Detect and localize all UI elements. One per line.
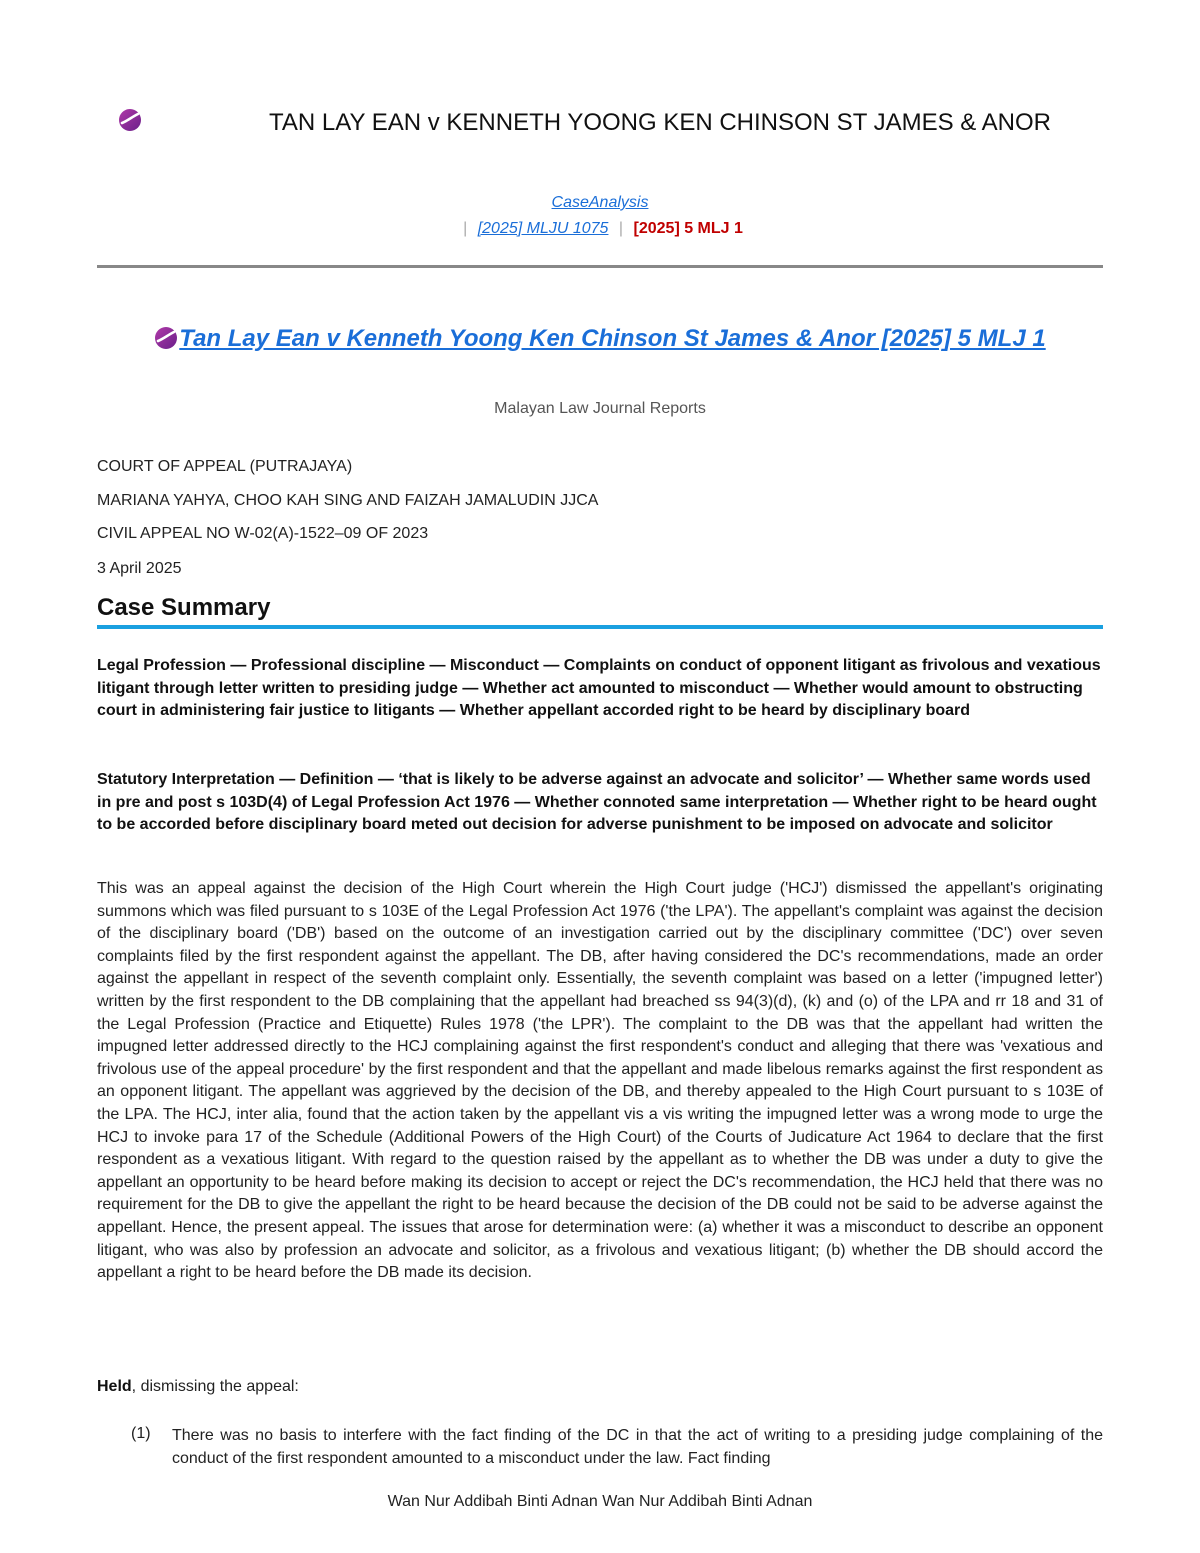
citation-separator: | bbox=[618, 220, 624, 237]
citation-bar bbox=[0, 219, 1200, 239]
lexis-logo-icon bbox=[154, 326, 178, 350]
held-label: Held bbox=[97, 1378, 132, 1395]
judges: MARIANA YAHYA, CHOO KAH SING AND FAIZAH JAMALUDIN JJCA bbox=[97, 492, 599, 509]
report-name: Malayan Law Journal Reports bbox=[494, 400, 706, 417]
document-header-title: TAN LAY EAN v KENNETH YOONG KEN CHINSON ST JAMES & ANOR bbox=[269, 109, 1051, 136]
case-title-block bbox=[140, 322, 1060, 356]
held-rest: , dismissing the appeal: bbox=[131, 1378, 299, 1395]
page-footer: Wan Nur Addibah Binti Adnan Wan Nur Addibah Binti Adnan bbox=[387, 1493, 813, 1510]
mlj-citation: [2025] 5 MLJ 1 bbox=[633, 220, 743, 237]
appeal-number: CIVIL APPEAL NO W-02(A)-1522–09 OF 2023 bbox=[97, 525, 429, 542]
lexis-logo-icon bbox=[118, 108, 142, 132]
catchword-paragraph: Statutory Interpretation — Definition — ‘that is likely to be adverse against an advocate and solicitor’ — Whether same words used in pre and post s 103D(4) of Legal Profession Act 1976 — Whether connoted same interpretation — Whether right to be heard ought to be accorded before disciplinary board meted out decision for adverse punishment to be imposed on advocate and solicitor bbox=[97, 771, 1097, 833]
list-item-number: (1) bbox=[131, 1425, 151, 1442]
case-title-link[interactable] bbox=[154, 325, 1045, 352]
mlju-citation-link[interactable]: [2025] MLJU 1075 bbox=[477, 220, 609, 237]
section-heading: Case Summary bbox=[97, 594, 271, 621]
section-divider bbox=[97, 625, 1103, 629]
court-name: COURT OF APPEAL (PUTRAJAYA) bbox=[97, 458, 353, 475]
held-line bbox=[97, 1378, 299, 1396]
catchword-paragraph: Legal Profession — Professional discipline — Misconduct — Complaints on conduct of opponent litigant as frivolous and vexatious litigant through letter written to presiding judge — Whether act amounted to misconduct — Whether would amount to obstructing court in administering fair justice to litigants — Whether appellant accorded right to be heard by disciplinary board bbox=[97, 657, 1101, 719]
case-analysis-link[interactable]: CaseAnalysis bbox=[551, 194, 649, 211]
citation-separator: | bbox=[463, 220, 468, 237]
header-divider bbox=[97, 265, 1103, 268]
summary-body: This was an appeal against the decision of the High Court wherein the High Court judge ('HCJ') dismissed the appellant's originating summons which was filed pursuant to s 103E of the Legal Profession Act 1976 ('the LPA'). The appellant's complaint was against the decision of the disciplinary board ('DB') based on the outcome of an investigation carried out by the disciplinary committee ('DC') over seven complaints filed by the first respondent against the appellant. The DB, after having considered the DC's recommendations, made an order against the appellant in respect of the seventh complaint only. Essentially, the seventh complaint was based on a letter ('impugned letter') written by the first respondent to the DB complaining that the appellant had breached ss 94(3)(d), (k) and (o) of the LPA and rr 18 and 31 of the Legal Profession (Practice and Etiquette) Rules 1978 ('the LPR'). The complaint to the DB was that the appellant had written the impugned letter addressed directly to the HCJ complaining against the first respondent's conduct and alleging that there was 'vexatious and frivolous use of the appeal procedure' by the first respondent and that the appellant and made libelous remarks against the first respondent as an opponent litigant. The appellant was aggrieved by the decision of the DB, and thereby appealed to the High Court pursuant to s 103E of the LPA. The HCJ, inter alia, found that the action taken by the appellant vis a vis writing the impugned letter was a wrong mode to urge the HCJ to invoke para 17 of the Schedule (Additional Powers of the High Court) of the Courts of Judicature Act 1964 to declare that the first respondent as a vexatious litigant. With regard to the question raised by the appellant as to whether the DB was under a duty to give the appellant an opportunity to be heard before making its decision to accept or reject the DC's recommendation, the HCJ held that there was no requirement for the DB to give the appellant the right to be heard because the decision of the DB could not be said to be adverse against the appellant. Hence, the present appeal. The issues that arose for determination were: (a) whether it was a misconduct to describe an opponent litigant, who was also by profession an advocate and solicitor, as a frivolous and vexatious litigant; (b) whether the DB should accord the appellant a right to be heard before the DB made its decision. bbox=[97, 880, 1103, 1282]
list-item-text: There was no basis to interfere with the fact finding of the DC in that the act of writing to a presiding judge complaining of the conduct of the first respondent amounted to a misconduct under the law. Fact finding bbox=[172, 1427, 1103, 1467]
decision-date: 3 April 2025 bbox=[97, 560, 182, 577]
case-title-text: Tan Lay Ean v Kenneth Yoong Ken Chinson St James & Anor [2025] 5 MLJ 1 bbox=[179, 325, 1046, 352]
